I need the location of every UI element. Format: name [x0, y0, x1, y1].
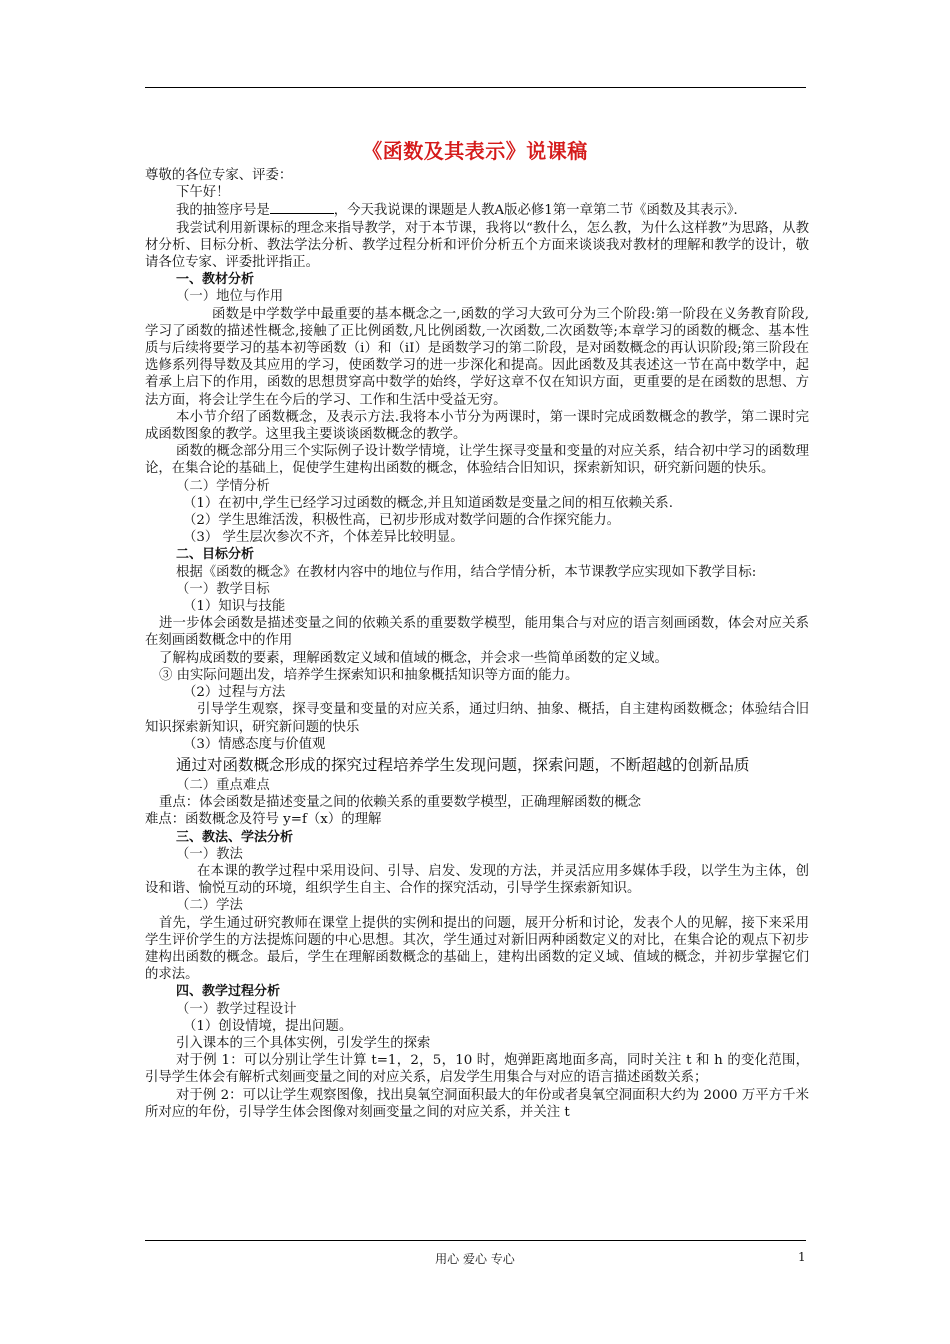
paragraph: 对于例 1：可以分别让学生计算 t=1，2，5，10 时，炮弹距离地面多高，同时关注 t 和 h 的变化范围，引导学生体会有解析式刻画变量之间的对应关系，启发学生用集合与对应的语言描述函数关系； [145, 1053, 809, 1086]
list-item: （2）学生思维活泼，积极性高，已初步形成对数学问题的合作探究能力。 [183, 513, 621, 529]
paragraph: ③ 由实际问题出发，培养学生探索知识和抽象概括知识等方面的能力。 [159, 667, 579, 683]
blank-line [270, 201, 334, 214]
footer-rule [145, 1240, 806, 1241]
paragraph: 函数的概念部分用三个实际例子设计数学情境，让学生探寻变量和变量的对应关系，结合初中学习的函数理论，在集合论的基础上，促使学生建构出函数的概念，体验结合旧知识，探索新知识，研究新问题的快乐。 [145, 444, 809, 477]
paragraph: 对于例 2：可以让学生观察图像，找出臭氧空洞面积最大的年份或者臭氧空洞面积大约为 2000 万平方千米所对应的年份，引导学生体会图像对刻画变量之间的对应关系，并关注 t [145, 1087, 809, 1120]
paragraph: 进一步体会函数是描述变量之间的依赖关系的重要数学模型，能用集合与对应的语言刻画函数，体会对应关系在刻画函数概念中的作用 [145, 616, 809, 649]
intro1-post: ，今天我说课的课题是人教A版必修1第一章第二节《函数及其表示》． [333, 203, 747, 219]
subheading: （2）过程与方法 [183, 685, 286, 701]
paragraph: 根据《函数的概念》在教材内容中的地位与作用，结合学情分析，本节课教学应实现如下教学目标: [176, 564, 757, 580]
paragraph: 引入课本的三个具体实例，引发学生的探索 [176, 1035, 431, 1051]
subheading: （一）教学目标 [176, 581, 270, 597]
hello: 下午好！ [176, 185, 230, 201]
paragraph: 在本课的教学过程中采用设问、引导、启发、发现的方法，并灵活应用多媒体手段，以学生为主体，创设和谐、愉悦互动的环境，组织学生自主、合作的探究活动，引导学生探索新知识。 [145, 863, 809, 897]
paragraph: 了解构成函数的要素，理解函数定义域和值域的概念，并会求一些简单函数的定义域。 [159, 650, 668, 666]
difficult-point: 难点：函数概念及符号 y=f（x）的理解 [145, 812, 382, 828]
subheading: （一）教学过程设计 [176, 1001, 297, 1017]
list-item: （3） 学生层次参次不齐，个体差异比较明显。 [183, 530, 464, 546]
subheading: （3）情感态度与价值观 [183, 736, 326, 752]
section-heading-4: 四、教学过程分析 [176, 984, 281, 1000]
paragraph: 引导学生观察，探寻变量和变量的对应关系，通过归纳、抽象、概括，自主建构函数概念；体验结合旧知识探索新知识，研究新问题的快乐 [145, 702, 809, 735]
footer-text: 用心 爱心 专心 [435, 1252, 515, 1266]
document-title: 《函数及其表示》说课稿 [362, 139, 588, 163]
paragraph: 通过对函数概念形成的探究过程培养学生发现问题，探索问题，不断超越的创新品质 [176, 755, 750, 774]
document-body [145, 167, 809, 1121]
paragraph: 函数是中学数学中最重要的基本概念之一,函数的学习大致可分为三个阶段:第一阶段在义务教育阶段,学习了函数的描述性概念,接触了正比例函数,凡比例函数,一次函数,二次函数等;本章学习的函数的概念、基本性质与后续将要学习的基本初等函数（i）和（iI）是函数学习的第二阶段，是对函数概念的再认识阶段;第三阶段在选修系列得导数及其应用的学习，使函数学习的进一步深化和提高。因此函数及其表述这一节在高中数学中，起着承上启下的作用，函数的思想贯穿高中数学的始终，学好这章不仅在知识方面，更重要的是在函数的思想、方法方面，将会让学生在今后的学习、工作和生活中受益无穷。 [145, 306, 809, 408]
section-heading-1: 一、教材分析 [176, 272, 255, 288]
header-rule [145, 87, 806, 88]
paragraph: 首先，学生通过研究教师在课堂上提供的实例和提出的问题，展开分析和讨论，发表个人的见解，接下来采用学生评价学生的方法提炼问题的中心思想。其次，学生通过对新旧两种函数定义的对比，在集合论的观点下初步建构出函数的概念。最后，学生在理解函数概念的基础上，建构出函数的定义域、值域的概念，并初步掌握它们的求法。 [145, 915, 809, 983]
subheading: （1）创设情境，提出问题。 [183, 1018, 353, 1034]
section-heading-3: 三、教法、学法分析 [176, 829, 294, 845]
subheading: （1）知识与技能 [183, 599, 286, 615]
paragraph: 本小节介绍了函数概念，及表示方法.我将本小节分为两课时，第一课时完成函数概念的教学，第二课时完成函数图象的教学。这里我主要谈谈函数概念的教学。 [145, 409, 809, 443]
subheading: （二）学法 [176, 898, 243, 914]
intro-paragraph-1 [145, 201, 809, 219]
list-item: （1）在初中,学生已经学习过函数的概念,并且知道函数是变量之间的相互依赖关系. [183, 495, 673, 511]
subheading: （一）地位与作用 [176, 289, 284, 305]
key-point: 重点：体会函数是描述变量之间的依赖关系的重要数学模型，正确理解函数的概念 [159, 795, 642, 811]
intro1-pre: 我的抽签序号是 [176, 203, 270, 219]
subheading: （二）重点难点 [176, 777, 270, 793]
page-number: 1 [798, 1250, 806, 1264]
section-heading-2: 二、目标分析 [176, 547, 255, 563]
greeting: 尊敬的各位专家、评委： [145, 168, 293, 183]
subheading: （一）教法 [176, 846, 243, 862]
subheading: （二）学情分析 [176, 478, 270, 494]
intro-paragraph-2: 我尝试利用新课标的理念来指导教学，对于本节课，我将以“教什么，怎么教，为什么这样教”为思路，从教材分析、目标分析、教法学法分析、教学过程分析和评价分析五个方面来谈谈我对教材的理解和教学的设计，敬请各位专家、评委批评指正。 [145, 220, 809, 271]
